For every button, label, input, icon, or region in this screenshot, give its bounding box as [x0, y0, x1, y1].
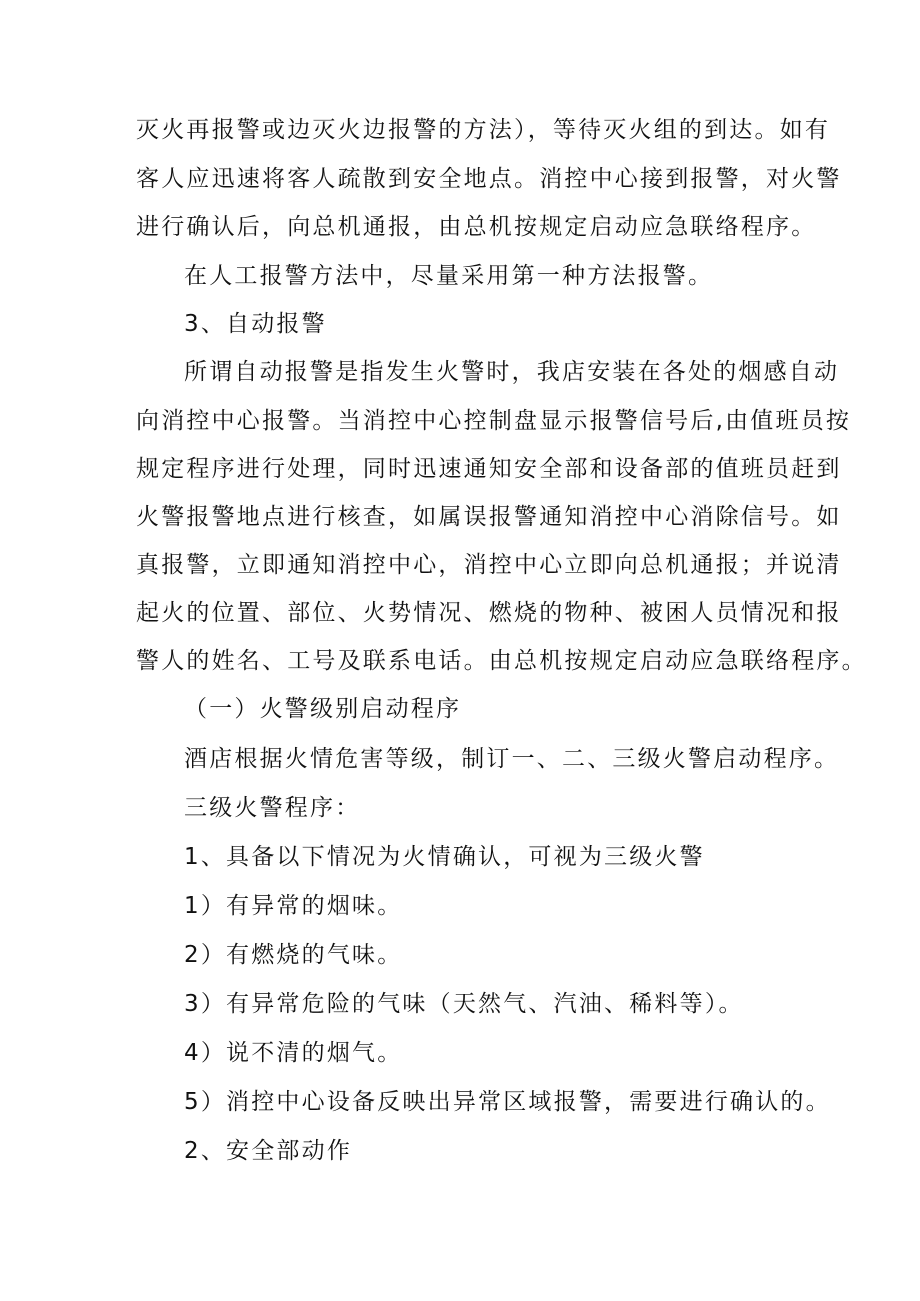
- subsection-title: 三级火警程序：: [184, 795, 361, 821]
- list-item: 4）说不清的烟气。: [184, 1040, 403, 1066]
- text-line: 进行确认后，向总机通报，由总机按规定启动应急联络程序。: [136, 214, 817, 240]
- text-line: 火警报警地点进行核查，如属误报警通知消控中心消除信号。如: [136, 504, 842, 530]
- text-line: 灭火再报警或边灭火边报警的方法），等待灭火组的到达。如有: [136, 117, 831, 143]
- text-line: 真报警，立即通知消控中心，消控中心立即向总机通报；并说清: [136, 552, 842, 578]
- list-item: 2）有燃烧的气味。: [184, 942, 403, 968]
- text-line: 起火的位置、部位、火势情况、燃烧的物种、被困人员情况和报: [136, 600, 842, 626]
- list-item: 1）有异常的烟味。: [184, 893, 403, 919]
- text-line: 在人工报警方法中，尽量采用第一种方法报警。: [184, 263, 714, 289]
- list-item: 2、安全部动作: [184, 1138, 353, 1164]
- text-line: 向消控中心报警。当消控中心控制盘显示报警信号后,由值班员按: [136, 408, 852, 434]
- section-heading: （一）火警级别启动程序: [184, 696, 462, 722]
- text-line: 酒店根据火情危害等级，制订一、二、三级火警启动程序。: [184, 746, 840, 772]
- text-line: 警人的姓名、工号及联系电话。由总机按规定启动应急联络程序。: [136, 648, 867, 674]
- text-line: 规定程序进行处理，同时迅速通知安全部和设备部的值班员赶到: [136, 456, 842, 482]
- list-item: 1、具备以下情况为火情确认，可视为三级火警: [184, 844, 705, 870]
- section-heading: 3、自动报警: [184, 311, 327, 337]
- text-line: 客人应迅速将客人疏散到安全地点。消控中心接到报警，对火警: [136, 166, 842, 192]
- list-item: 3）有异常危险的气味（天然气、汽油、稀料等）。: [184, 991, 744, 1017]
- list-item: 5）消控中心设备反映出异常区域报警，需要进行确认的。: [184, 1089, 831, 1115]
- text-line: 所谓自动报警是指发生火警时，我店安装在各处的烟感自动: [184, 359, 840, 385]
